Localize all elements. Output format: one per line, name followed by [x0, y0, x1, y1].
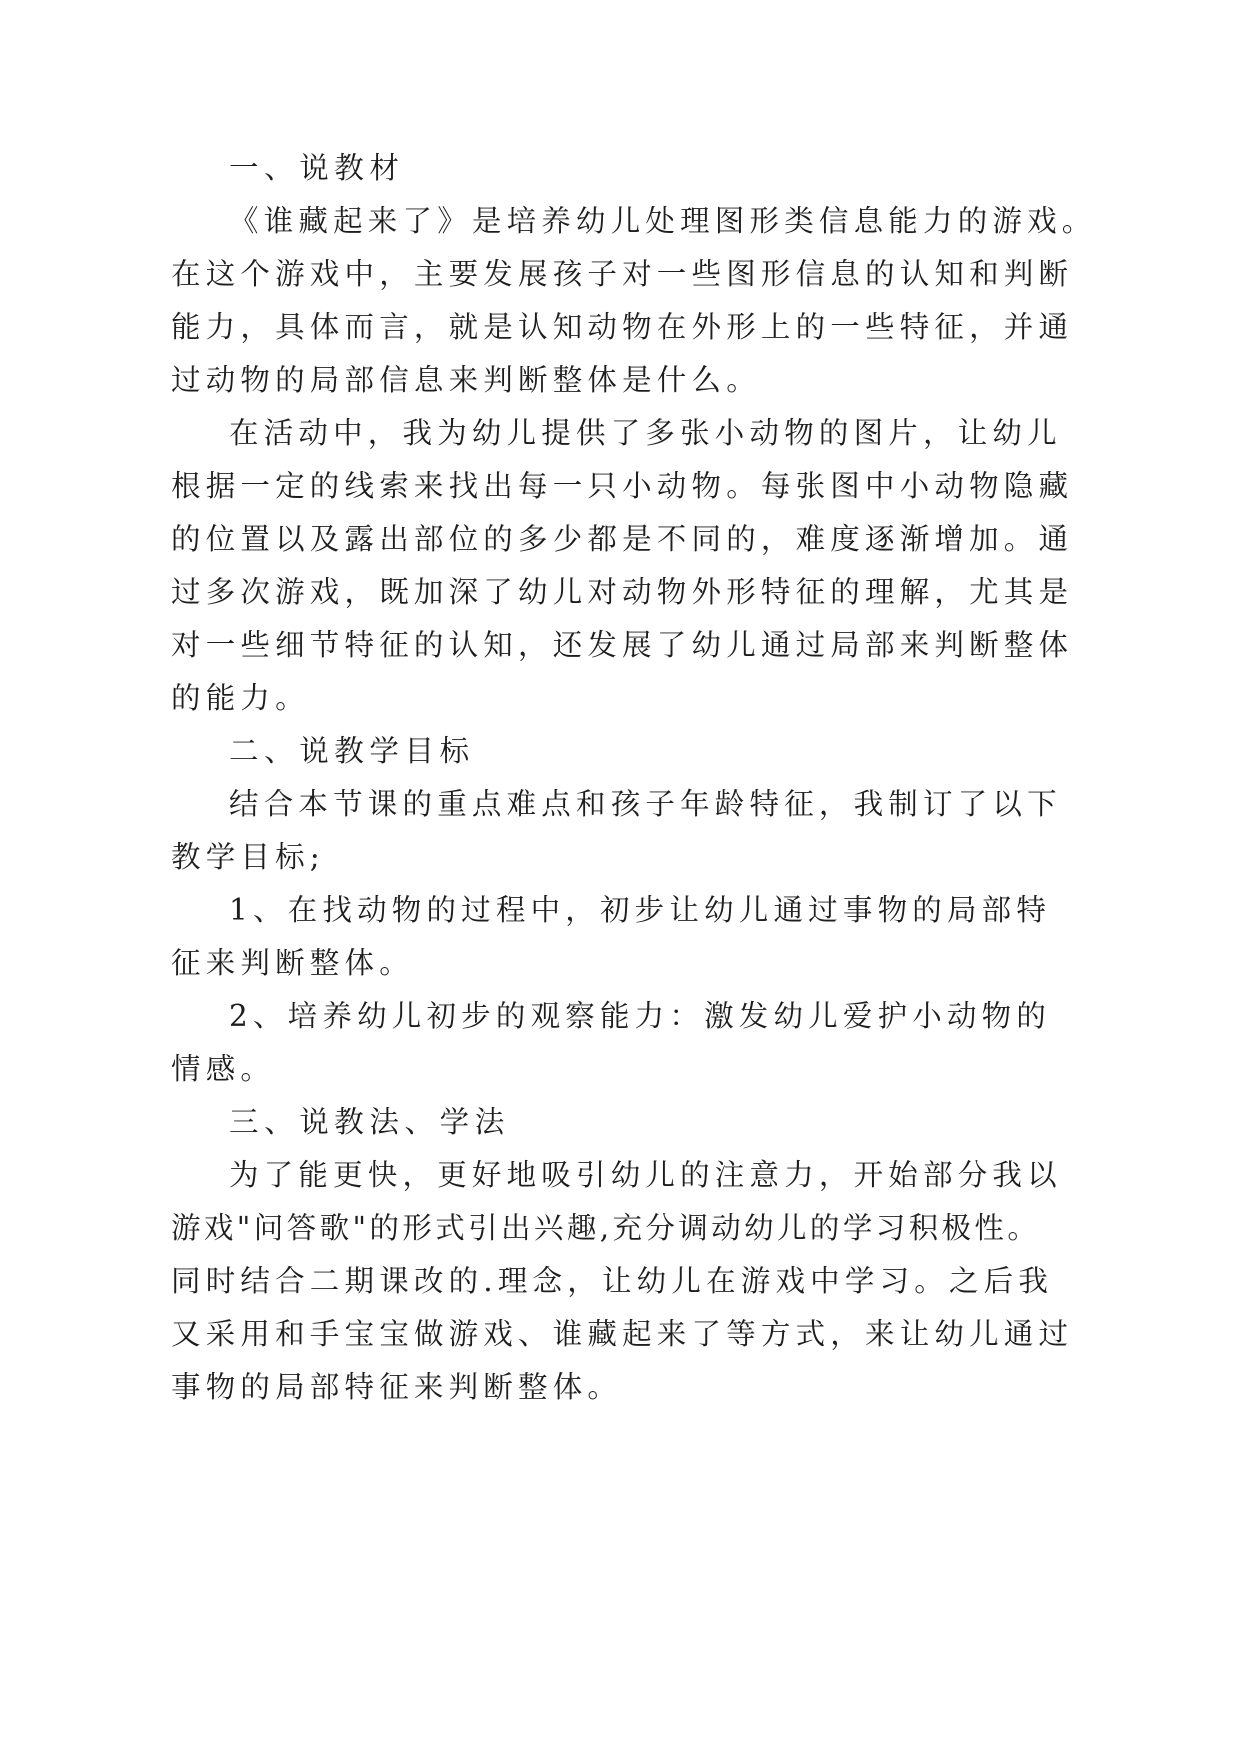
- paragraph-line: 结合本节课的重点难点和孩子年龄特征，我制订了以下: [229, 787, 1062, 821]
- paragraph-line: 过动物的局部信息来判断整体是什么。: [171, 363, 761, 397]
- paragraph-line: 征来判断整体。: [171, 946, 414, 980]
- paragraph-line: 过多次游戏，既加深了幼儿对动物外形特征的理解，尤其是: [171, 575, 1074, 609]
- goal-item-2: 2、培养幼儿初步的观察能力：激发幼儿爱护小动物的: [229, 999, 1052, 1033]
- section-heading-textbook: 一、说教材: [229, 151, 405, 185]
- paragraph-line: 对一些细节特征的认知，还发展了幼儿通过局部来判断整体: [171, 628, 1074, 662]
- paragraph-line: 在活动中，我为幼儿提供了多张小动物的图片，让幼儿: [229, 416, 1062, 450]
- paragraph-line: 情感。: [171, 1052, 276, 1086]
- paragraph-line: 同时结合二期课改的.理念，让幼儿在游戏中学习。之后我: [171, 1264, 1054, 1298]
- paragraph-line: 根据一定的线索来找出每一只小动物。每张图中小动物隐藏: [171, 469, 1074, 503]
- paragraph-line: 教学目标;: [171, 840, 325, 874]
- paragraph-line: 又采用和手宝宝做游戏、谁藏起来了等方式，来让幼儿通过: [171, 1317, 1074, 1351]
- paragraph-line: 在这个游戏中，主要发展孩子对一些图形信息的认知和判断: [171, 257, 1074, 291]
- paragraph-line: 事物的局部特征来判断整体。: [171, 1370, 623, 1404]
- section-heading-teaching-goals: 二、说教学目标: [229, 734, 475, 768]
- goal-item-1: 1、在找动物的过程中，初步让幼儿通过事物的局部特: [229, 893, 1052, 927]
- paragraph-line: 游戏"问答歌"的形式引出兴趣,充分调动幼儿的学习积极性。: [171, 1211, 1041, 1245]
- paragraph-line: 的能力。: [171, 681, 310, 715]
- paragraph-line: 的位置以及露出部位的多少都是不同的，难度逐渐增加。通: [171, 522, 1074, 556]
- paragraph-line: 《谁藏起来了》是培养幼儿处理图形类信息能力的游戏。: [229, 204, 1097, 238]
- paragraph-line: 为了能更快，更好地吸引幼儿的注意力，开始部分我以: [229, 1158, 1062, 1192]
- paragraph-line: 能力，具体而言，就是认知动物在外形上的一些特征，并通: [171, 310, 1074, 344]
- section-heading-methods: 三、说教法、学法: [229, 1105, 510, 1139]
